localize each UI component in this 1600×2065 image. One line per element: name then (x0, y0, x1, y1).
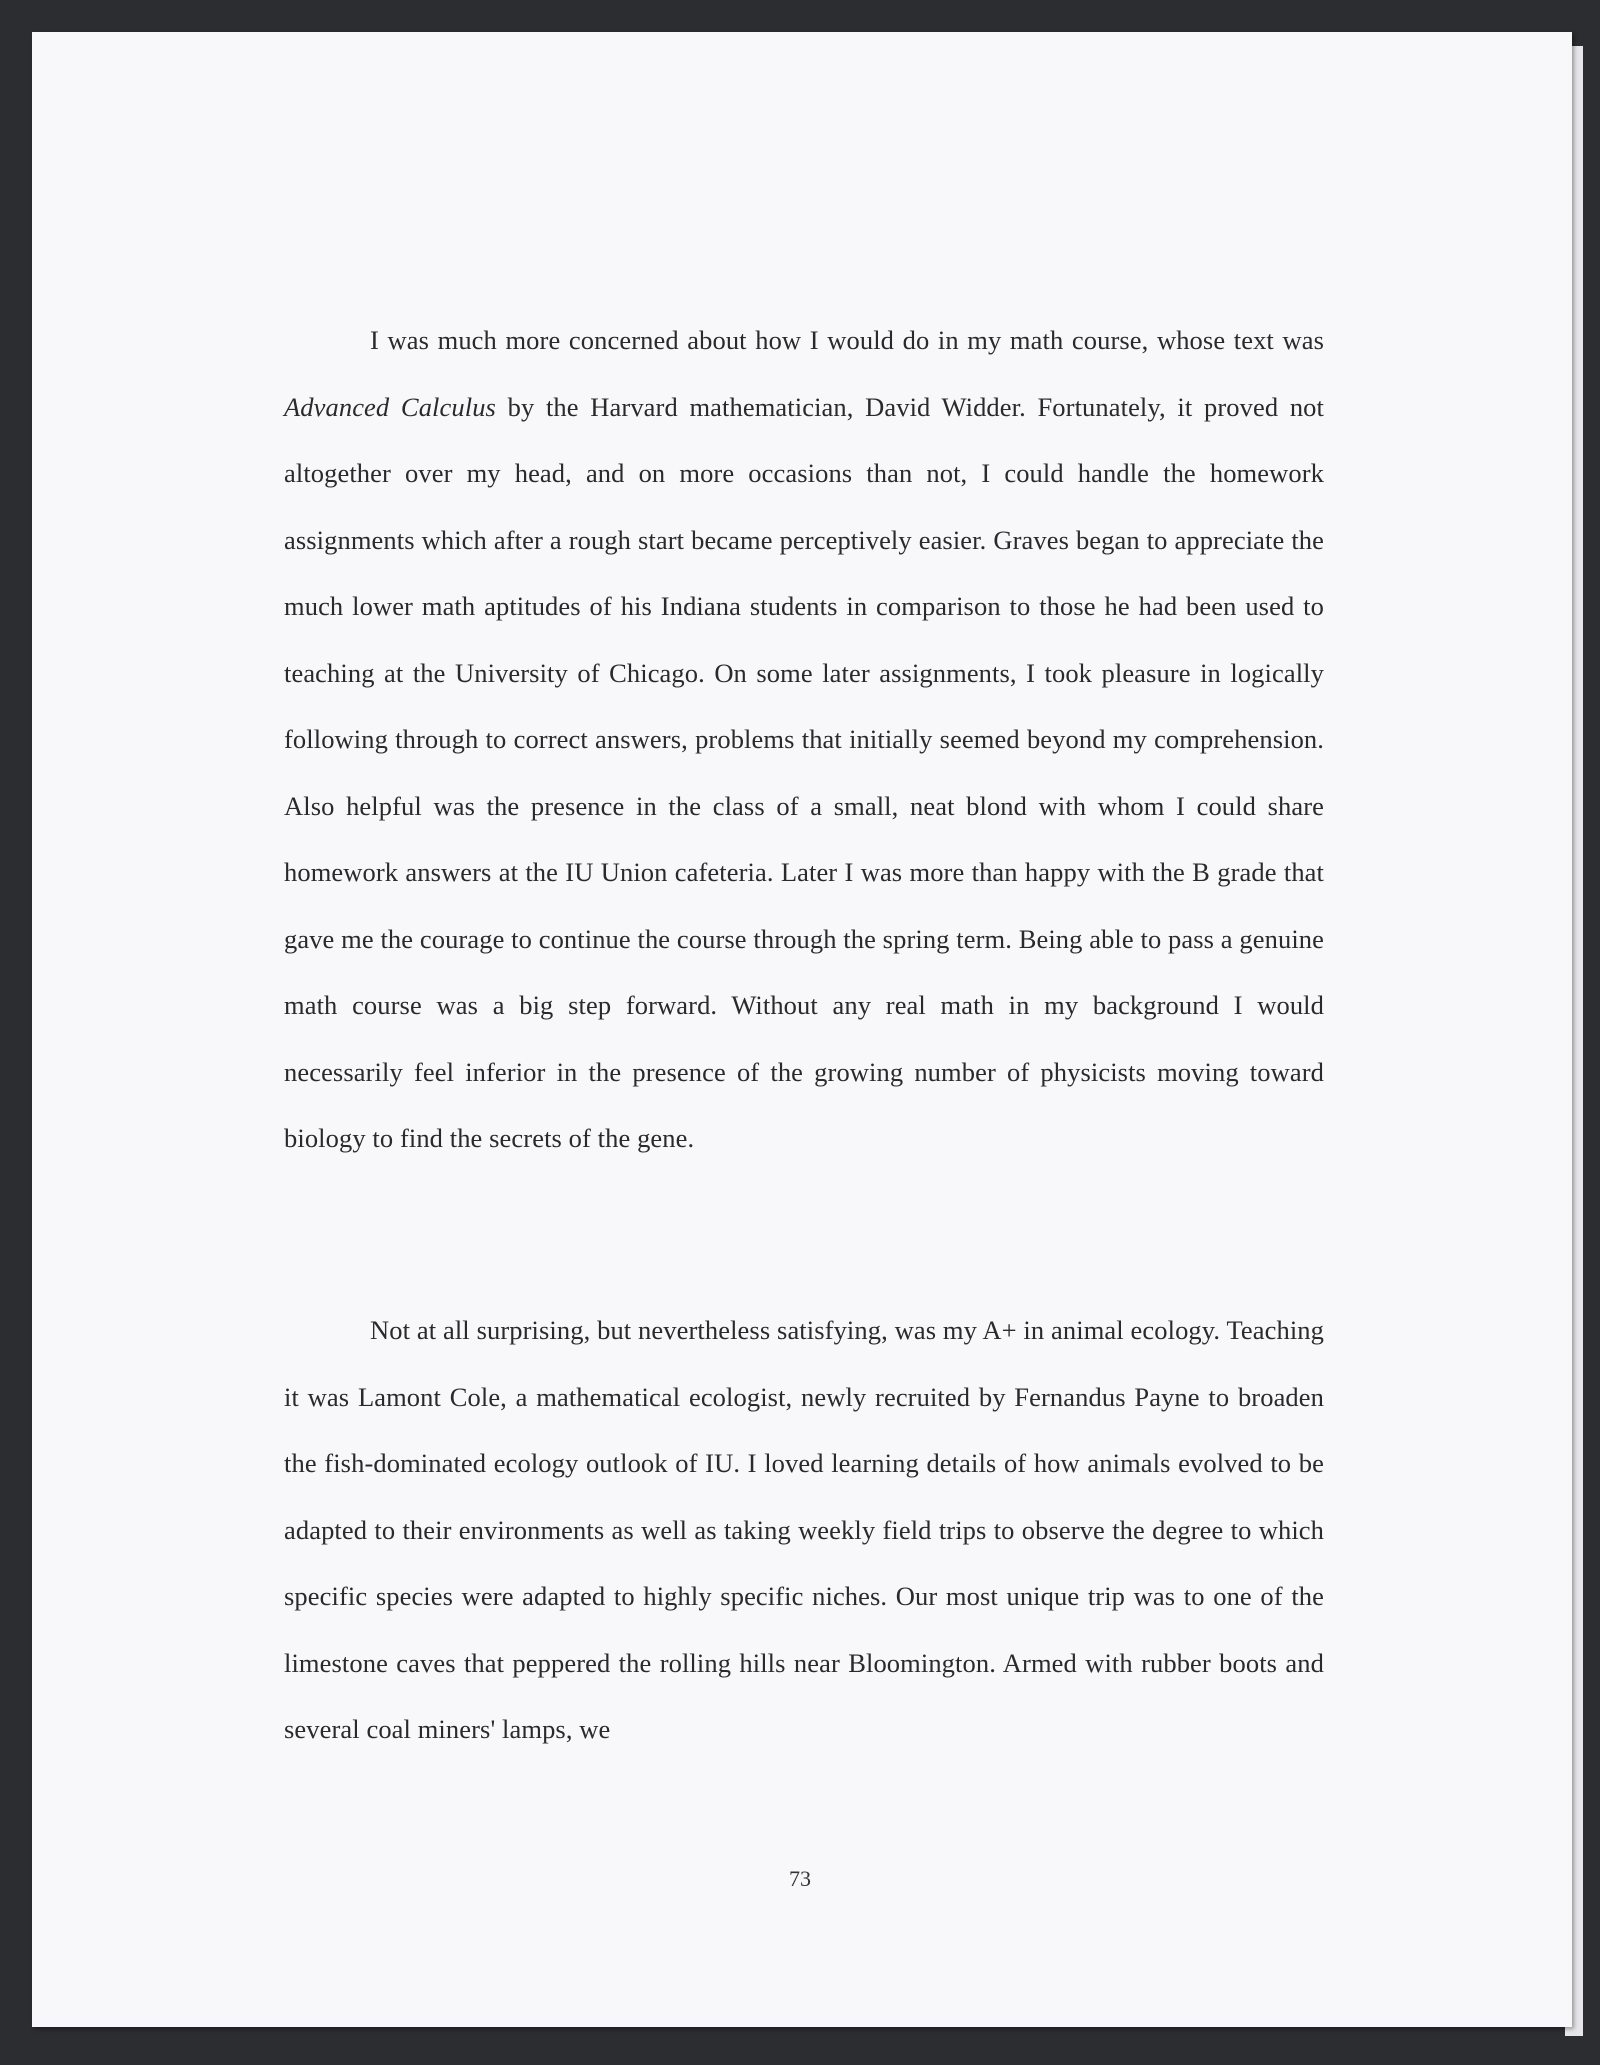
book-title-italic: Advanced Calculus (284, 391, 496, 422)
paragraph-math-course (284, 307, 1324, 1172)
paragraph-1-text-end: by the Harvard mathematician, David Widder. Fortunately, it proved not altogether over my head, and on more occasions than not, I could handle the homework assignments which after a rough start became perceptively easier. Graves began to appreciate the much lower math aptitudes of his Indiana students in comparison to those he had been used to teaching at the University of Chicago. On some later assignments, I took pleasure in logically following through to correct answers, problems that initially seemed beyond my comprehension. Also helpful was the presence in the class of a small, neat blond with whom I could share homework answers at the IU Union cafeteria. Later I was more than happy with the B grade that gave me the courage to continue the course through the spring term. Being able to pass a genuine math course was a big step forward. Without any real math in my background I would necessarily feel inferior in the presence of the growing number of physicists moving toward biology to find the secrets of the gene. (284, 391, 1324, 1153)
page-number: 73 (789, 1866, 811, 1891)
paragraph-animal-ecology (284, 1297, 1324, 1763)
paragraph-1-text-start: I was much more concerned about how I would do in my math course, whose text was (370, 325, 1324, 355)
paragraph-2-text: Not at all surprising, but nevertheless satisfying, was my A+ in animal ecology. Teaching it was Lamont Cole, a mathematical ecologist, newly recruited by Fernandus Payne to broaden the fish-dominated ecology outlook of IU. I loved learning details of how animals evolved to be adapted to their environments as well as taking weekly field trips to observe the degree to which specific species were adapted to highly specific niches. Our most unique trip was to one of the limestone caves that peppered the rolling hills near Bloomington. Armed with rubber boots and several coal miners' lamps, we (284, 1315, 1324, 1744)
